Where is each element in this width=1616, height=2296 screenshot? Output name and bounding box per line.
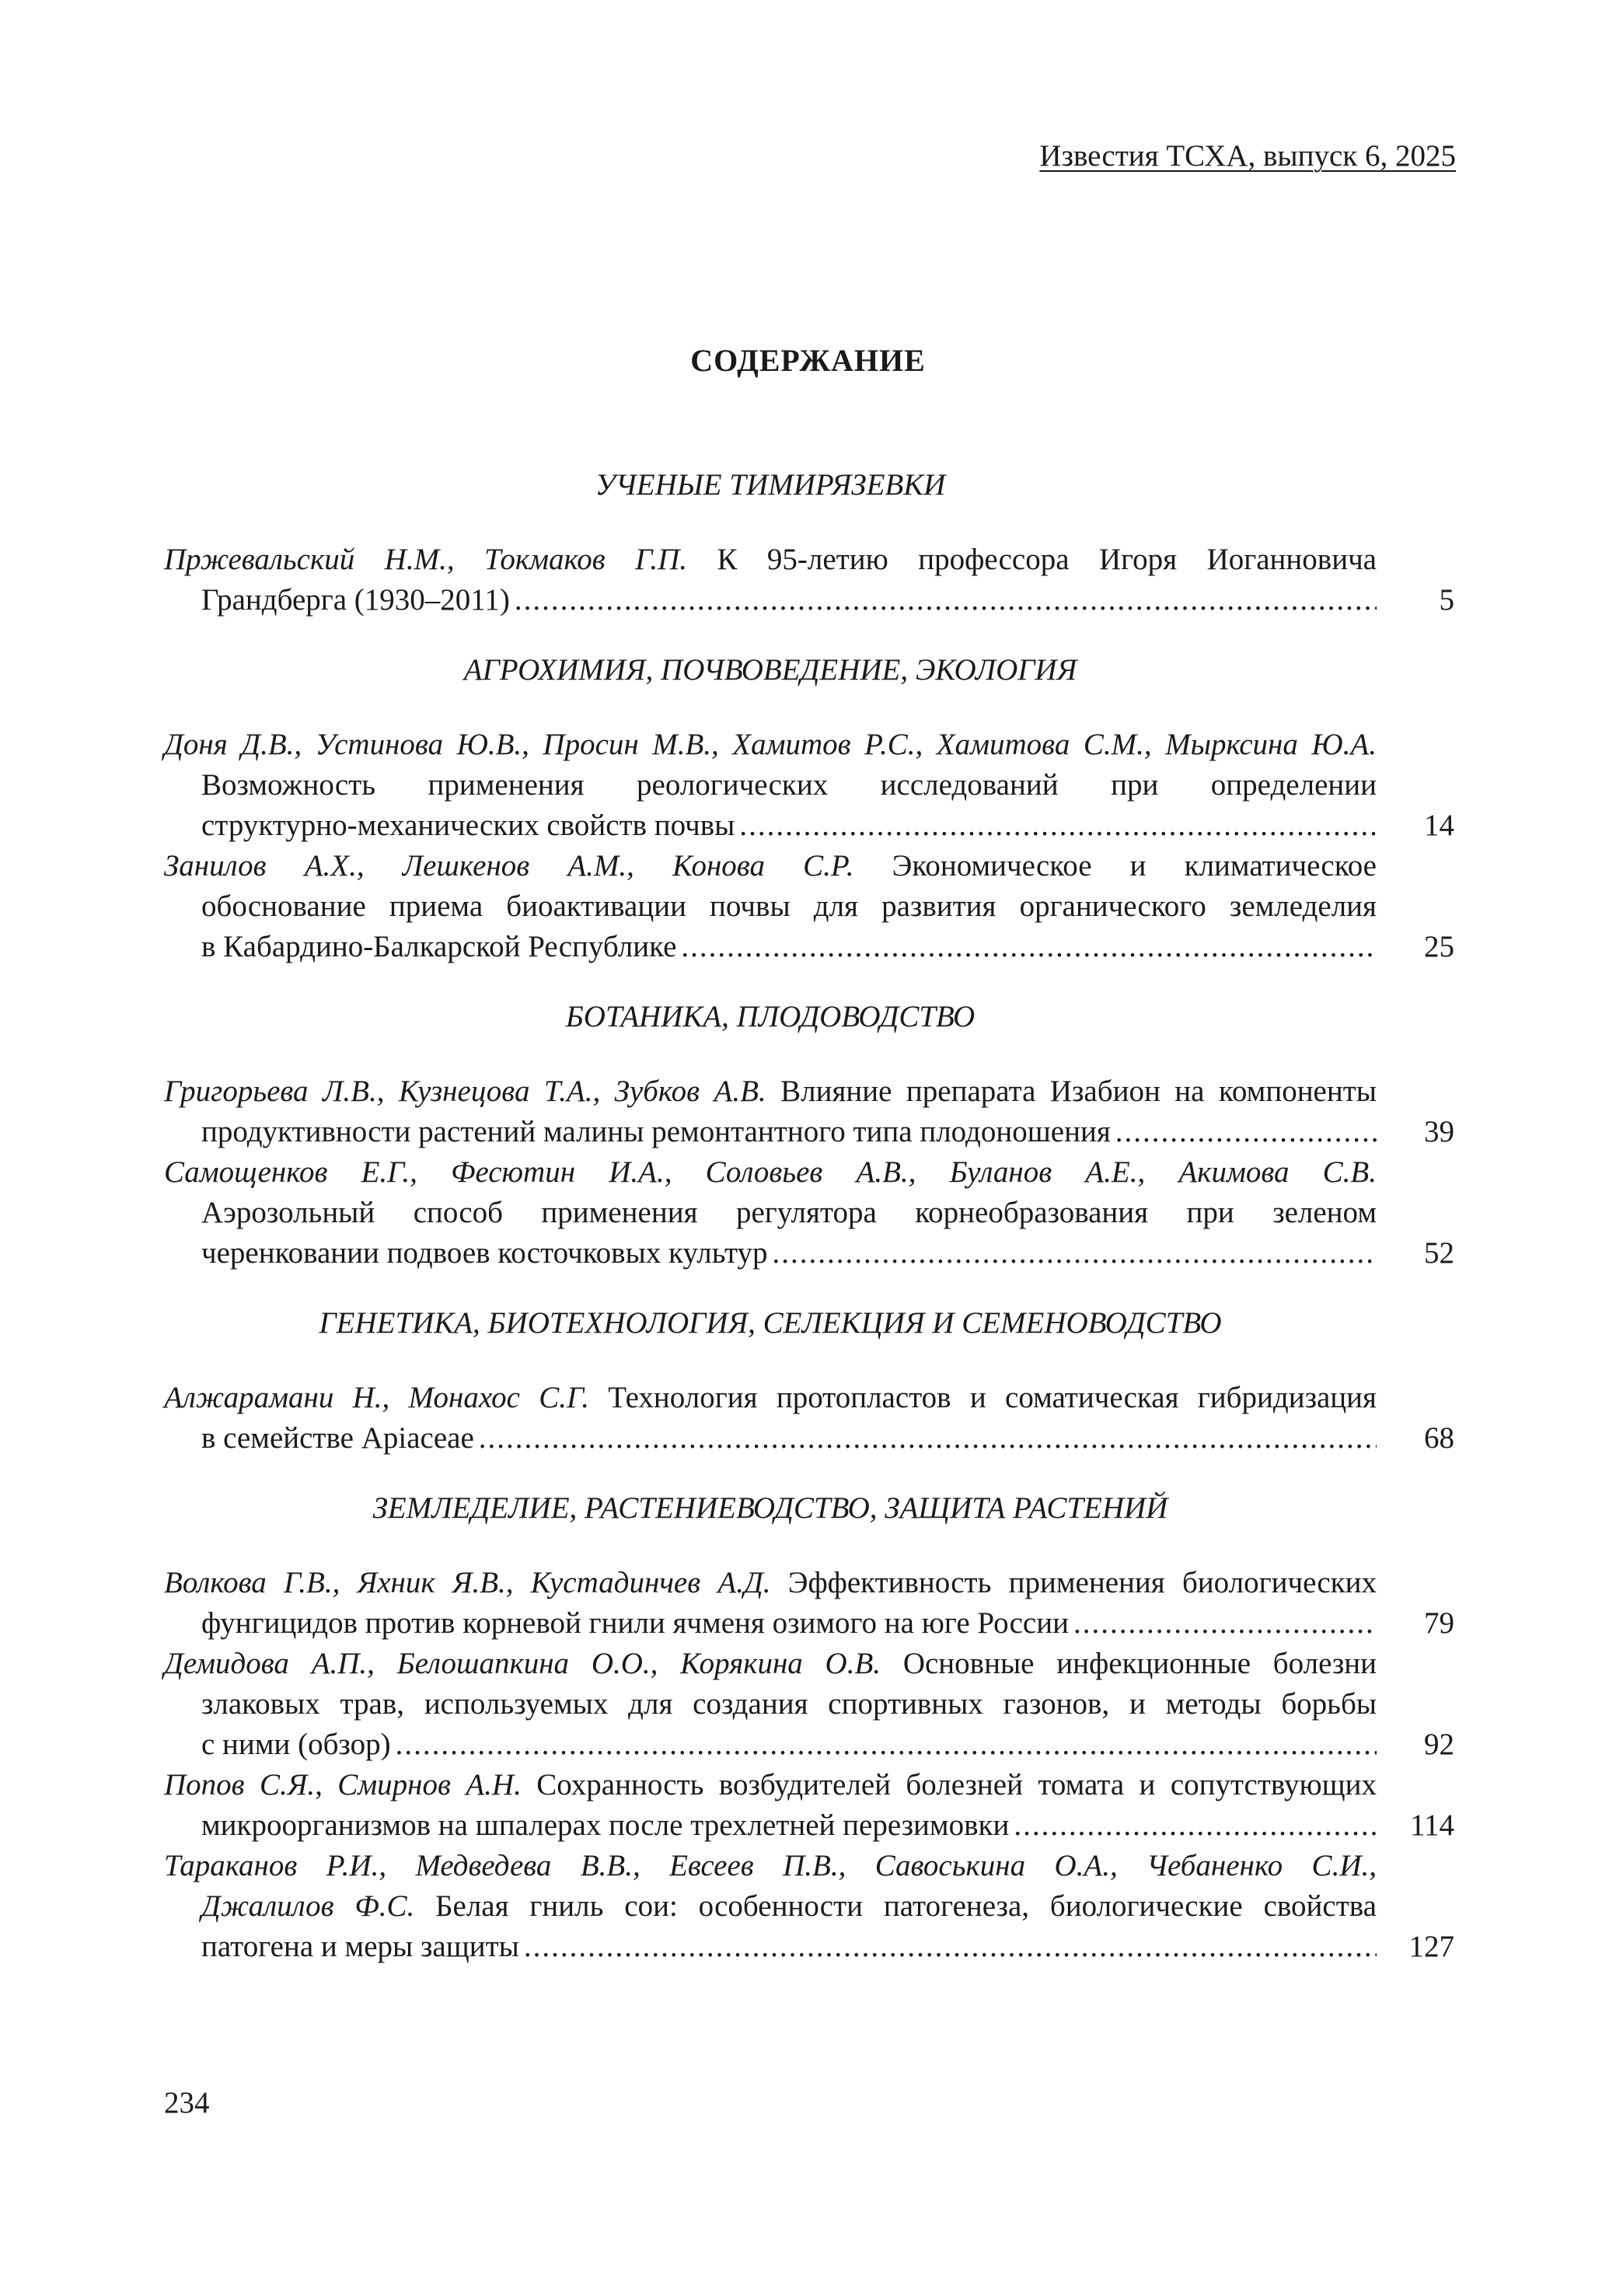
entry-authors: Занилов А.Х., Лешкенов А.М., Конова С.Р. (164, 849, 854, 882)
toc-entry[interactable] (164, 1846, 1454, 1967)
entry-page-number: 114 (1409, 1808, 1454, 1842)
dot-leader (1073, 1603, 1377, 1644)
toc-entry[interactable] (164, 540, 1454, 620)
page-number: 234 (164, 2086, 210, 2120)
entry-title-end: в семействе Apiaceae (201, 1421, 474, 1455)
entry-authors: Тараканов Р.И., Медведева В.В., Евсеев П.В., Савоськина О.А., Чебаненко С.И., (164, 1849, 1377, 1882)
dot-leader (739, 806, 1377, 846)
entry-page-number: 25 (1424, 930, 1454, 963)
entry-page-number: 68 (1424, 1421, 1454, 1455)
section-heading: БОТАНИКА, ПЛОДОВОДСТВО (565, 1000, 976, 1033)
toc-section (164, 650, 1454, 967)
page-title: СОДЕРЖАНИЕ (690, 343, 926, 378)
dot-leader (1014, 1805, 1377, 1846)
toc-entry[interactable] (164, 1563, 1454, 1644)
entry-line (164, 1563, 1377, 1603)
entry-authors: Алжарамани Н., Монахос С.Г. (164, 1381, 590, 1414)
dot-leader (396, 1725, 1377, 1765)
toc-entry[interactable] (164, 1071, 1454, 1152)
toc-section (164, 1488, 1454, 1967)
entry-title-end: черенковании подвоев косточковых культур (201, 1236, 768, 1270)
entry-authors: Попов С.Я., Смирнов А.Н. (164, 1768, 522, 1802)
table-of-contents (164, 465, 1454, 1997)
toc-entry[interactable] (164, 725, 1454, 846)
toc-entry[interactable] (164, 1152, 1454, 1274)
entry-last-line (164, 1603, 1377, 1644)
entry-title-text: Технология протопластов и соматическая гибридизация (589, 1381, 1377, 1414)
toc-entry[interactable] (164, 1765, 1454, 1846)
entry-page-number: 14 (1424, 809, 1454, 842)
entry-title-text: Белая гниль сои: особенности патогенеза, биологические свойства (414, 1889, 1377, 1923)
entry-line (164, 1684, 1377, 1725)
entry-title-end: в Кабардино-Балкарской Республике (201, 930, 677, 963)
entry-page-number: 127 (1408, 1930, 1454, 1963)
entry-page-number: 79 (1424, 1606, 1454, 1640)
dot-leader (773, 1233, 1377, 1274)
entry-line (164, 886, 1377, 927)
entry-title-text: злаковых трав, используемых для создания спортивных газонов, и методы борьбы (201, 1687, 1377, 1721)
section-heading: ЗЕМЛЕДЕЛИЕ, РАСТЕНИЕВОДСТВО, ЗАЩИТА РАСТЕНИЙ (372, 1491, 1168, 1525)
entry-last-line (164, 806, 1377, 846)
entry-title-text: обоснование приема биоактивации почвы для развития органического земледелия (201, 889, 1377, 923)
entry-line (164, 846, 1377, 886)
entry-last-line (164, 927, 1377, 967)
entry-title-end: Грандберга (1930–2011) (201, 583, 510, 617)
running-header: Известия ТСХА, выпуск 6, 2025 (1039, 139, 1456, 173)
entry-authors: Волкова Г.В., Яхник Я.В., Кустадинчев А.Д. (164, 1566, 771, 1599)
entry-title-text: К 95-летию профессора Игоря Иоганновича (687, 543, 1377, 576)
dot-leader (1115, 1112, 1377, 1152)
dot-leader (681, 927, 1377, 967)
entry-title-text: Влияние препарата Изабион на компоненты (766, 1075, 1377, 1108)
entry-title-end: с ними (обзор) (201, 1728, 391, 1761)
entry-last-line (164, 580, 1377, 620)
entry-title-text: Возможность применения реологических исследований при определении (201, 768, 1377, 802)
entry-line (164, 765, 1377, 806)
entry-authors: Демидова А.П., Белошапкина О.О., Корякина О.В. (164, 1647, 881, 1680)
entry-line (164, 1378, 1377, 1418)
toc-section (164, 465, 1454, 620)
entry-title-text: Аэрозольный способ применения регулятора корнеобразования при зеленом (201, 1196, 1377, 1229)
entry-title-text: Основные инфекционные болезни (881, 1647, 1377, 1680)
entry-page-number: 39 (1424, 1115, 1454, 1148)
entry-title-end: патогена и меры защиты (201, 1930, 519, 1963)
entry-last-line (164, 1233, 1377, 1274)
dot-leader (479, 1418, 1377, 1459)
toc-section (164, 997, 1454, 1274)
entry-title-end: фунгицидов против корневой гнили ячменя озимого на юге России (201, 1606, 1069, 1640)
toc-entry[interactable] (164, 846, 1454, 967)
entry-last-line (164, 1418, 1377, 1459)
entry-last-line (164, 1927, 1377, 1967)
entry-title-text: Сохранность возбудителей болезней томата и сопутствующих (521, 1768, 1377, 1802)
dot-leader (524, 1927, 1377, 1967)
entry-line (164, 540, 1377, 580)
section-heading: УЧЕНЫЕ ТИМИРЯЗЕВКИ (595, 468, 946, 501)
entry-last-line (164, 1805, 1377, 1846)
entry-line (164, 1886, 1377, 1927)
entry-page-number: 52 (1424, 1236, 1454, 1270)
entry-line (164, 1765, 1377, 1805)
entry-title-end: структурно-механических свойств почвы (201, 809, 735, 842)
dot-leader (515, 580, 1377, 620)
entry-line (164, 1071, 1377, 1112)
entry-authors: Пржевальский Н.М., Токмаков Г.П. (164, 543, 688, 576)
entry-authors: Самощенков Е.Г., Фесютин И.А., Соловьев А.В., Буланов А.Е., Акимова С.В. (164, 1155, 1377, 1189)
entry-title-text: Экономическое и климатическое (853, 849, 1377, 882)
toc-entry[interactable] (164, 1378, 1454, 1459)
entry-line (164, 1644, 1377, 1684)
entry-authors: Джалилов Ф.С. (201, 1889, 415, 1923)
entry-page-number: 5 (1439, 583, 1454, 617)
entry-page-number: 92 (1424, 1728, 1454, 1761)
toc-entry[interactable] (164, 1644, 1454, 1765)
toc-section (164, 1303, 1454, 1459)
entry-authors: Григорьева Л.В., Кузнецова Т.А., Зубков А.В. (164, 1075, 766, 1108)
entry-title-text: Эффективность применения биологических (770, 1566, 1377, 1599)
section-heading: ГЕНЕТИКА, БИОТЕХНОЛОГИЯ, СЕЛЕКЦИЯ И СЕМЕНОВОДСТВО (319, 1306, 1222, 1340)
entry-last-line (164, 1725, 1377, 1765)
entry-last-line (164, 1112, 1377, 1152)
entry-line (164, 1846, 1377, 1886)
entry-authors: Доня Д.В., Устинова Ю.В., Просин М.В., Хамитов Р.С., Хамитова С.М., Мырксина Ю.А. (164, 728, 1377, 761)
entry-title-end: микроорганизмов на шпалерах после трехлетней перезимовки (201, 1808, 1010, 1842)
entry-line (164, 1152, 1377, 1193)
entry-line (164, 725, 1377, 765)
section-heading: АГРОХИМИЯ, ПОЧВОВЕДЕНИЕ, ЭКОЛОГИЯ (463, 653, 1077, 687)
entry-line (164, 1193, 1377, 1233)
entry-title-end: продуктивности растений малины ремонтантного типа плодоношения (201, 1115, 1111, 1148)
